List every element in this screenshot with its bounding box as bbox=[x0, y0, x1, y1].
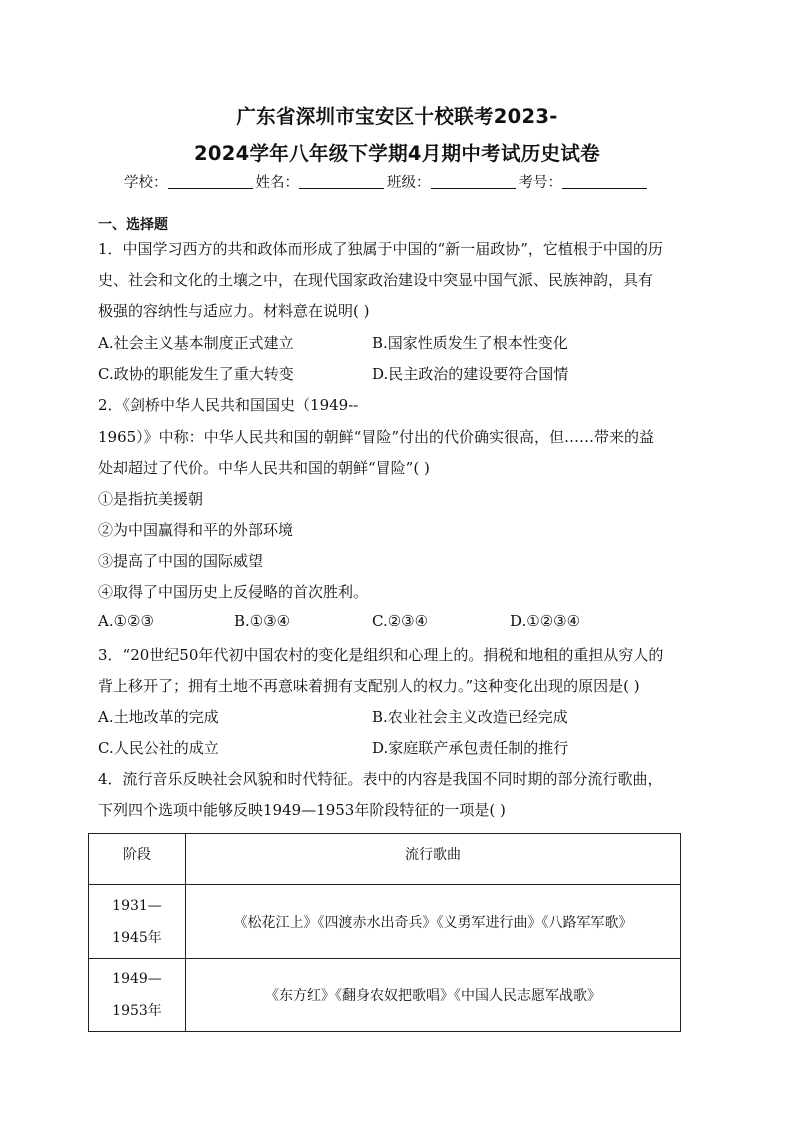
exam-no-blank[interactable] bbox=[562, 188, 647, 189]
q3-line: 3．“20世纪50年代初中国农村的变化是组织和心理上的。捐税和地租的重担从穷人的 bbox=[98, 646, 664, 664]
name-blank[interactable] bbox=[299, 188, 384, 189]
header-songs: 流行歌曲 bbox=[186, 834, 681, 885]
q2-line: 2．《剑桥中华人民共和国国史（1949-- bbox=[98, 396, 359, 414]
songs-table bbox=[88, 833, 681, 1032]
school-label: 学校： bbox=[124, 175, 168, 191]
q1-line: 极强的容纳性与适应力。材料意在说明( ) bbox=[98, 302, 370, 320]
period-cell bbox=[89, 959, 186, 1032]
q2-option-c[interactable]: C.②③④ bbox=[372, 612, 429, 630]
table-header-row bbox=[89, 834, 681, 885]
q3-option-d[interactable]: D.家庭联产承包责任制的推行 bbox=[372, 739, 569, 757]
q3-option-c[interactable]: C.人民公社的成立 bbox=[98, 739, 219, 757]
period-end: 1953年 bbox=[112, 1003, 162, 1019]
q1-option-c[interactable]: C.政协的职能发生了重大转变 bbox=[98, 365, 294, 383]
school-blank[interactable] bbox=[168, 188, 253, 189]
student-info-row bbox=[124, 171, 650, 192]
songs-cell: 《东方红》《翻身农奴把歌唱》《中国人民志愿军战歌》 bbox=[186, 959, 681, 1032]
q3-option-a[interactable]: A.土地改革的完成 bbox=[98, 708, 219, 726]
q2-item: ②为中国赢得和平的外部环境 bbox=[98, 521, 294, 539]
q1-option-a[interactable]: A.社会主义基本制度正式建立 bbox=[98, 334, 294, 352]
q2-option-d[interactable]: D.①②③④ bbox=[510, 612, 581, 630]
period-start: 1949— bbox=[112, 971, 162, 987]
exam-no-label: 考号： bbox=[518, 175, 562, 191]
section-heading: 一、选择题 bbox=[98, 217, 168, 233]
q4-line: 4．流行音乐反映社会风貌和时代特征。表中的内容是我国不同时期的部分流行歌曲， bbox=[98, 770, 663, 788]
q2-line: 处却超过了代价。中华人民共和国的朝鲜“冒险”( ) bbox=[98, 459, 430, 477]
exam-title-line1: 广东省深圳市宝安区十校联考2023- bbox=[236, 105, 558, 128]
table-row bbox=[89, 959, 681, 1032]
q1-line: 史、社会和文化的土壤之中，在现代国家政治建设中突显中国气派、民族神韵，具有 bbox=[98, 271, 654, 289]
header-period: 阶段 bbox=[89, 834, 186, 885]
period-cell bbox=[89, 885, 186, 959]
q2-line: 1965）》中称：中华人民共和国的朝鲜“冒险”付出的代价确实很高，但……带来的益 bbox=[98, 428, 655, 446]
q1-option-d[interactable]: D.民主政治的建设要符合国情 bbox=[372, 365, 569, 383]
period-start: 1931— bbox=[112, 897, 162, 914]
q1-option-b[interactable]: B.国家性质发生了根本性变化 bbox=[372, 334, 568, 352]
q2-item: ④取得了中国历史上反侵略的首次胜利。 bbox=[98, 583, 369, 601]
period-end: 1945年 bbox=[112, 929, 162, 946]
q2-item: ①是指抗美援朝 bbox=[98, 490, 204, 508]
q3-option-b[interactable]: B.农业社会主义改造已经完成 bbox=[372, 708, 568, 726]
class-label: 班级： bbox=[387, 175, 431, 191]
q2-option-a[interactable]: A.①②③ bbox=[98, 612, 154, 630]
q1-line: 1．中国学习西方的共和政体而形成了独属于中国的“新一届政协”，它植根于中国的历 bbox=[98, 240, 663, 258]
name-label: 姓名： bbox=[255, 175, 299, 191]
q4-line: 下列四个选项中能够反映1949—1953年阶段特征的一项是( ) bbox=[98, 801, 506, 819]
table-row bbox=[89, 885, 681, 959]
songs-cell: 《松花江上》《四渡赤水出奇兵》《义勇军进行曲》《八路军军歌》 bbox=[186, 885, 681, 959]
q2-option-b[interactable]: B.①③④ bbox=[234, 612, 291, 630]
q2-item: ③提高了中国的国际威望 bbox=[98, 552, 264, 570]
q3-line: 背上移开了；拥有土地不再意味着拥有支配别人的权力。”这种变化出现的原因是( ) bbox=[98, 677, 640, 695]
class-blank[interactable] bbox=[431, 188, 516, 189]
exam-title-line2: 2024学年八年级下学期4月期中考试历史试卷 bbox=[194, 142, 600, 165]
